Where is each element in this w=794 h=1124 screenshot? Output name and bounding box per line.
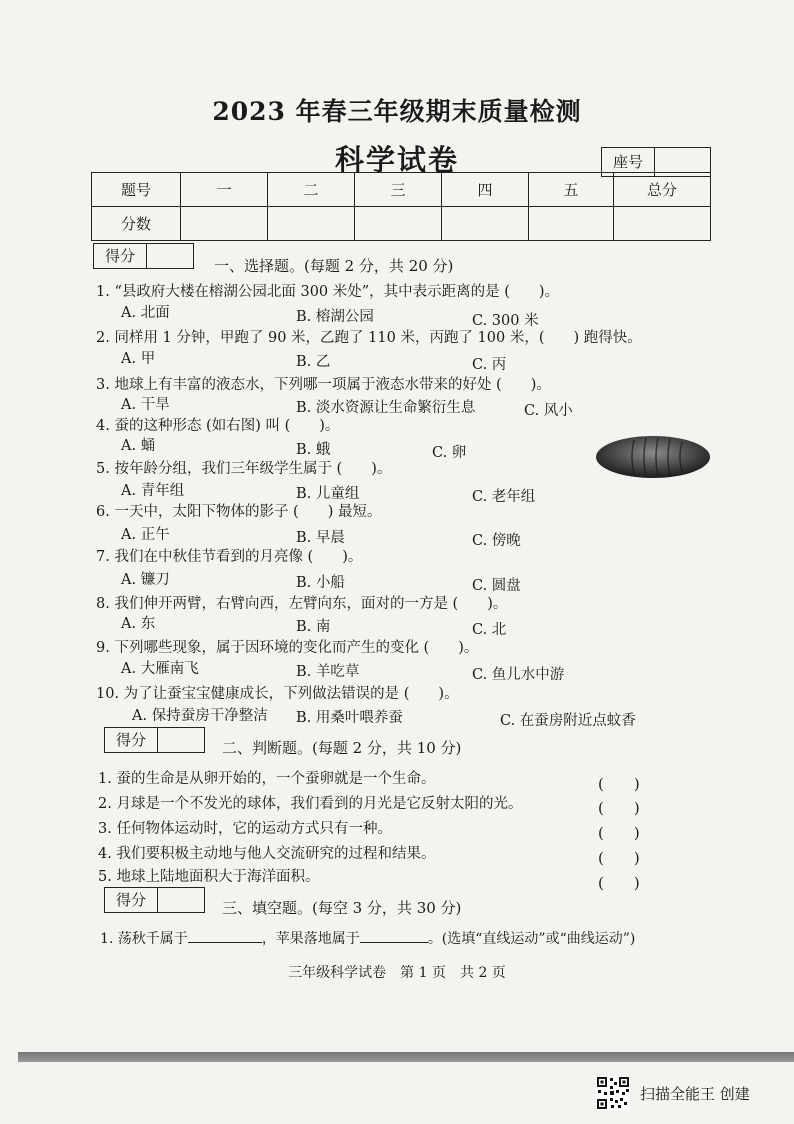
fill-in-blank bbox=[188, 928, 262, 943]
option-c: C. 300 米 bbox=[472, 313, 539, 329]
answer-parentheses: ( ) bbox=[598, 874, 640, 892]
option-c: C. 在蚕房附近点蚊香 bbox=[500, 713, 636, 729]
option-c: C. 鱼儿水中游 bbox=[472, 667, 565, 683]
option-b: B. 早晨 bbox=[296, 530, 345, 546]
seat-number-label: 座号 bbox=[602, 148, 655, 176]
score-table-cell: 题号 bbox=[92, 173, 181, 207]
question-stem: 1. “县政府大楼在榕湖公园北面 300 米处”，其中表示距离的是 ( )。 bbox=[96, 284, 560, 300]
section2-score-box bbox=[104, 727, 205, 753]
judgement-item: 5. 地球上陆地面积大于海洋面积。 bbox=[98, 869, 320, 885]
section1-score-box bbox=[93, 243, 194, 269]
fill-in-question bbox=[100, 928, 635, 948]
option-a: A. 镰刀 bbox=[121, 572, 170, 588]
score-table-blank bbox=[181, 207, 268, 241]
option-b: B. 羊吃草 bbox=[296, 664, 360, 680]
option-b: B. 乙 bbox=[296, 354, 331, 370]
answer-parentheses: ( ) bbox=[598, 799, 640, 817]
judgement-item: 2. 月球是一个不发光的球体，我们看到的月光是它反射太阳的光。 bbox=[98, 796, 523, 812]
option-c: C. 风小 bbox=[524, 403, 573, 419]
option-a: A. 北面 bbox=[121, 305, 170, 321]
score-table-score-row bbox=[92, 207, 711, 241]
option-b: B. 南 bbox=[296, 619, 331, 635]
judgement-item: 1. 蚕的生命是从卵开始的，一个蚕卵就是一个生命。 bbox=[98, 771, 436, 787]
option-c: C. 圆盘 bbox=[472, 578, 521, 594]
option-a: A. 大雁南飞 bbox=[121, 661, 199, 677]
score-table-blank bbox=[614, 207, 711, 241]
exam-subject-title: 科学试卷 bbox=[334, 143, 459, 177]
answer-parentheses: ( ) bbox=[598, 775, 640, 793]
score-table-blank bbox=[442, 207, 529, 241]
question-stem: 10. 为了让蚕宝宝健康成长，下列做法错误的是 ( )。 bbox=[96, 686, 459, 702]
section1-title: 一、选择题。(每题 2 分，共 20 分) bbox=[214, 257, 454, 275]
question-stem: 3. 地球上有丰富的液态水，下列哪一项属于液态水带来的好处 ( )。 bbox=[96, 377, 551, 393]
score-box-label: 得分 bbox=[94, 244, 147, 268]
option-b: B. 儿童组 bbox=[296, 486, 360, 502]
judgement-item: 4. 我们要积极主动地与他人交流研究的过程和结果。 bbox=[98, 846, 436, 862]
qr-code-icon bbox=[596, 1076, 630, 1110]
score-table-cell: 一 bbox=[181, 173, 268, 207]
scan-edge-shadow bbox=[18, 1052, 794, 1062]
score-table-blank bbox=[268, 207, 355, 241]
fill-in-blank bbox=[360, 928, 428, 943]
option-b: B. 用桑叶喂养蚕 bbox=[296, 710, 403, 726]
fill-in-text: 。(选填“直线运动”或“曲线运动”) bbox=[427, 931, 636, 947]
fill-in-text: 1. 荡秋千属于 bbox=[100, 931, 188, 947]
option-c: C. 北 bbox=[472, 622, 507, 638]
option-a: A. 蛹 bbox=[121, 438, 156, 454]
score-table-blank bbox=[529, 207, 614, 241]
option-c: C. 卵 bbox=[432, 445, 467, 461]
question-stem: 8. 我们伸开两臂，右臂向西，左臂向东，面对的一方是 ( )。 bbox=[96, 596, 508, 612]
option-c: C. 丙 bbox=[472, 357, 507, 373]
question-stem: 5. 按年龄分组，我们三年级学生属于 ( )。 bbox=[96, 461, 392, 477]
exam-title: 2023 年春三年级期末质量检测 bbox=[212, 97, 582, 126]
option-b: B. 淡水资源让生命繁衍生息 bbox=[296, 400, 476, 416]
option-b: B. 小船 bbox=[296, 575, 345, 591]
option-a: A. 青年组 bbox=[121, 483, 185, 499]
question-stem: 4. 蚕的这种形态 (如右图) 叫 ( )。 bbox=[96, 418, 340, 434]
score-table-cell: 五 bbox=[529, 173, 614, 207]
section3-score-box bbox=[104, 887, 205, 913]
question-stem: 9. 下列哪些现象，属于因环境的变化而产生的变化 ( )。 bbox=[96, 640, 479, 656]
option-a: A. 东 bbox=[121, 616, 156, 632]
score-table-cell: 二 bbox=[268, 173, 355, 207]
scanner-watermark: 扫描全能王 创建 bbox=[640, 1085, 750, 1103]
question-stem: 7. 我们在中秋佳节看到的月亮像 ( )。 bbox=[96, 549, 363, 565]
option-c: C. 傍晚 bbox=[472, 533, 521, 549]
score-table-blank bbox=[355, 207, 442, 241]
section3-title: 三、填空题。(每空 3 分，共 30 分) bbox=[222, 899, 462, 917]
option-a: A. 正午 bbox=[121, 527, 170, 543]
option-a: A. 干旱 bbox=[121, 397, 170, 413]
option-b: B. 蛾 bbox=[296, 442, 331, 458]
question-stem: 6. 一天中，太阳下物体的影子 ( ) 最短。 bbox=[96, 504, 382, 520]
option-a: A. 保持蚕房干净整洁 bbox=[132, 708, 268, 724]
fill-in-text: ，苹果落地属于 bbox=[261, 931, 360, 947]
page-footer: 三年级科学试卷 第 1 页 共 2 页 bbox=[288, 965, 506, 981]
option-a: A. 甲 bbox=[121, 351, 156, 367]
option-c: C. 老年组 bbox=[472, 489, 536, 505]
score-table-cell: 分数 bbox=[92, 207, 181, 241]
score-box-label: 得分 bbox=[105, 888, 158, 912]
score-table-header-row bbox=[92, 173, 711, 207]
score-table bbox=[91, 172, 711, 241]
section2-title: 二、判断题。(每题 2 分，共 10 分) bbox=[222, 739, 462, 757]
silkworm-pupa-image bbox=[594, 432, 712, 482]
option-b: B. 榕湖公园 bbox=[296, 309, 374, 325]
score-table-cell: 三 bbox=[355, 173, 442, 207]
question-stem: 2. 同样用 1 分钟，甲跑了 90 米，乙跑了 110 米，丙跑了 100 米，( ) 跑得快。 bbox=[96, 330, 642, 346]
score-table-cell: 总分 bbox=[614, 173, 711, 207]
score-table-cell: 四 bbox=[442, 173, 529, 207]
judgement-item: 3. 任何物体运动时，它的运动方式只有一种。 bbox=[98, 821, 392, 837]
score-box-label: 得分 bbox=[105, 728, 158, 752]
answer-parentheses: ( ) bbox=[598, 849, 640, 867]
answer-parentheses: ( ) bbox=[598, 824, 640, 842]
